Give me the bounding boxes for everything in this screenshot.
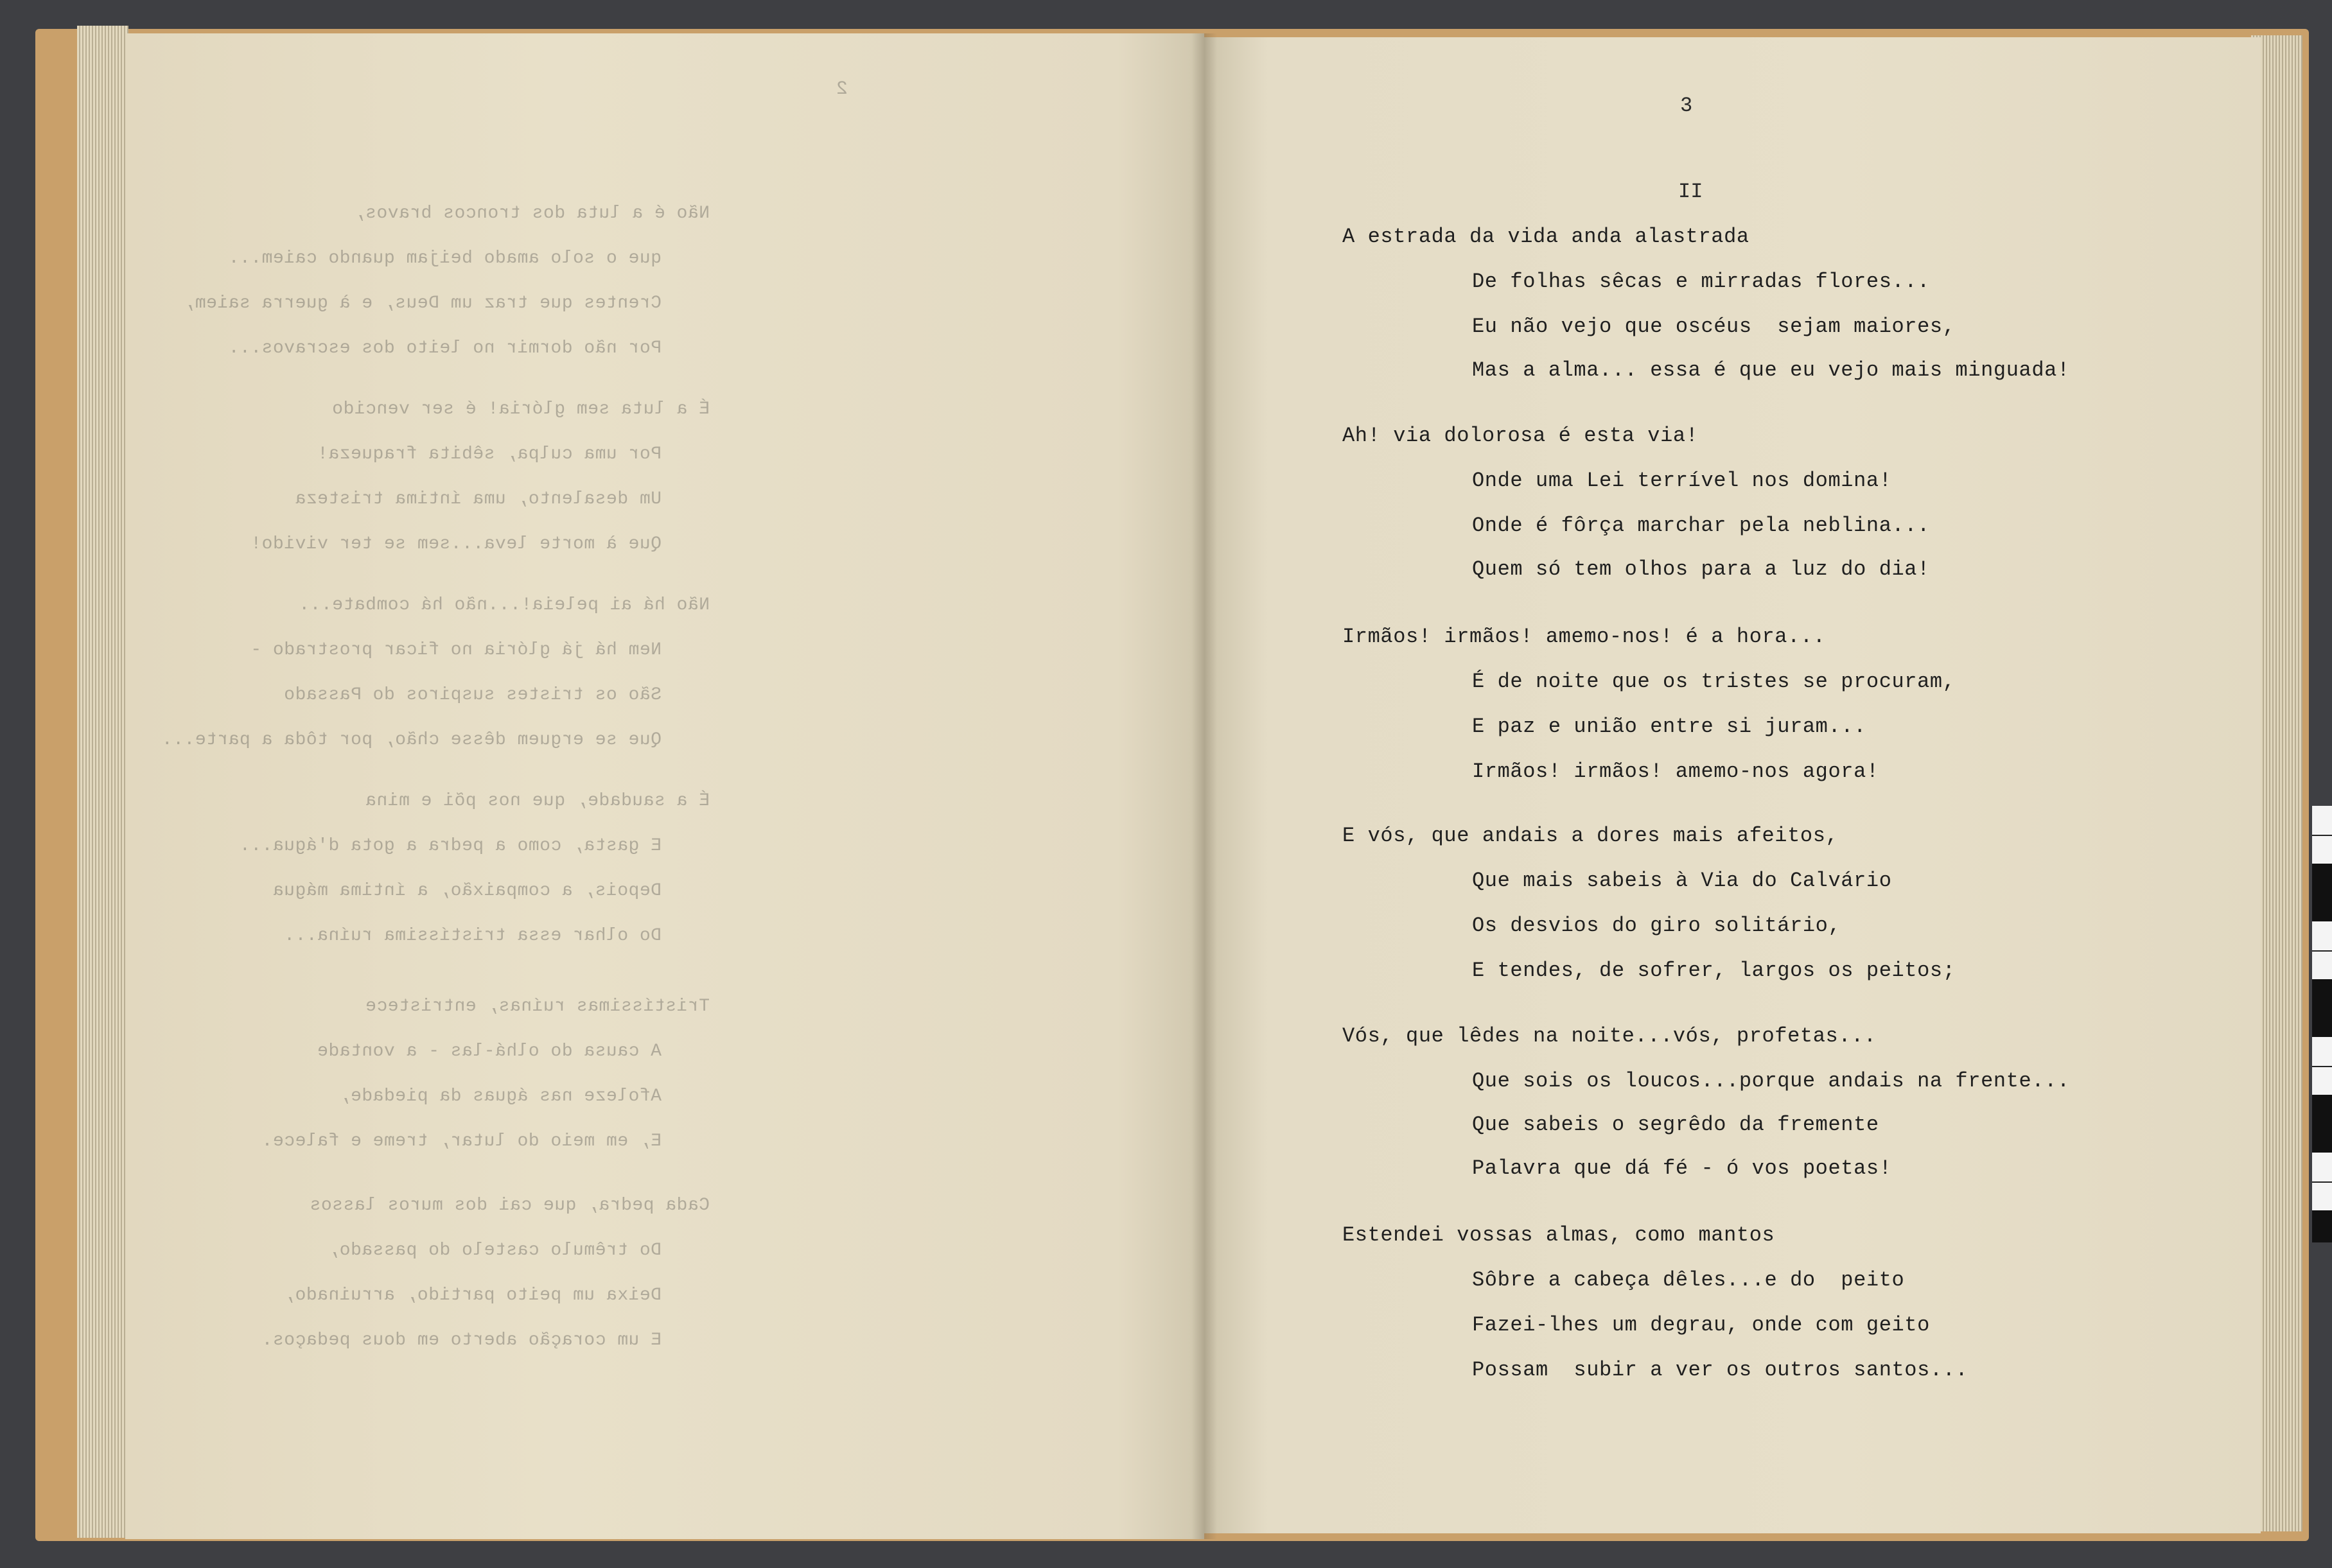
poem-line: É de noite que os tristes se procuram, [1472,670,1956,693]
poem-line: De folhas sêcas e mirradas flores... [1472,270,1930,293]
poem-line: Quem só tem olhos para a luz do dia! [1472,557,1930,581]
poem-line: Vós, que lêdes na noite...vós, profetas... [1342,1024,1877,1048]
show-through-line: Um desalento, uma íntima tristeza [295,489,662,509]
ruler-tick [2312,1066,2332,1067]
poem-line: E paz e união entre si juram... [1472,715,1866,738]
page-number: 3 [1680,94,1693,118]
show-through-line: Afoleze nas águas da piedade, [339,1086,662,1106]
poem-line: Irmãos! irmãos! amemo-nos! é a hora... [1342,625,1826,649]
poem-line: Que sois os loucos...porque andais na frente... [1472,1069,2070,1093]
show-through-line: Depois, a compaixão, a íntima mágua [272,881,662,901]
show-through-line: Do olhar essa tristíssima ruína... [283,926,662,946]
scale-ruler [2312,806,2332,1242]
section-number: II [1678,180,1703,204]
show-through-line: Crentes que traz um Deus, e à guerra saiem, [183,293,662,313]
show-through-line: E, em meio do lutar, treme e falece. [261,1131,662,1151]
show-through-line: que o solo amado beijam quando caiem... [228,248,662,268]
show-through-line: Por não dormir no leito dos escravos... [228,338,662,358]
poem-line: Ah! via dolorosa é esta via! [1342,424,1699,448]
book-gutter [1191,33,1217,1539]
show-through-page-number: 2 [836,78,848,100]
show-through-line: Não é a luta dos troncos bravos, [354,204,710,223]
ruler-tick [2312,950,2332,952]
poem-line: Mas a alma... essa é que eu vejo mais minguada! [1472,358,2070,382]
poem-line: Irmãos! irmãos! amemo-nos agora! [1472,760,1879,783]
poem-line: Onde é fôrça marchar pela neblina... [1472,514,1930,537]
poem-line: Os desvios do giro solitário, [1472,914,1841,937]
show-through-line: São os tristes suspiros do Passado [283,685,662,705]
poem-line: Possam subir a ver os outros santos... [1472,1358,1968,1382]
poem-line: Sôbre a cabeça dêles...e do peito [1472,1268,1905,1292]
show-through-line: Cada pedra, que cai dos muros lassos [310,1196,710,1215]
show-through-line: E gasta, como a pedra a gota d'água... [239,836,662,856]
poem-line: Onde uma Lei terrível nos domina! [1472,469,1892,492]
poem-line: Fazei-lhes um degrau, onde com geito [1472,1313,1930,1337]
poem-line: Que sabeis o segrêdo da fremente [1472,1113,1879,1137]
show-through-line: Que à morte leva...sem se ter vivido! [250,534,662,554]
poem-line: Que mais sabeis à Via do Calvário [1472,869,1892,893]
show-through-line: Nem há já glória no ficar prostrado - [250,640,662,660]
poem-line: Palavra que dá fé - ó vos poetas! [1472,1156,1892,1180]
right-page [1204,37,2261,1533]
left-page [125,33,1204,1539]
show-through-line: A causa do olhá-las - a vontade [317,1041,662,1061]
show-through-line: Que se erguem dêsse chão, por tôda a parte... [161,730,662,750]
poem-line: E tendes, de sofrer, largos os peitos; [1472,959,1956,982]
left-page-stack [77,26,128,1538]
show-through-line: Deixa um peito partido, arruinado, [283,1285,662,1305]
poem-line: A estrada da vida anda alastrada [1342,225,1749,248]
poem-line: E vós, que andais a dores mais afeitos, [1342,824,1839,848]
ruler-tick [2312,835,2332,836]
poem-line: Estendei vossas almas, como mantos [1342,1223,1775,1247]
ruler-tick [2312,1181,2332,1183]
show-through-line: Tristíssimas ruínas, entristece [365,997,710,1016]
show-through-line: Do trêmulo castelo do passado, [328,1241,662,1260]
show-through-line: É a saudade, que nos põi e mina [365,791,710,811]
show-through-text [125,33,1204,1539]
show-through-line: Não há ai peleia!...não há combate... [298,595,710,615]
show-through-line: Por uma culpa, sêbita fraqueza! [317,444,662,464]
show-through-line: É a luta sem glória! é ser vencido [331,399,710,419]
poem-line: Eu não vejo que oscéus sejam maiores, [1472,315,1956,338]
show-through-line: E um coração aberto em dous pedaços. [261,1330,662,1350]
